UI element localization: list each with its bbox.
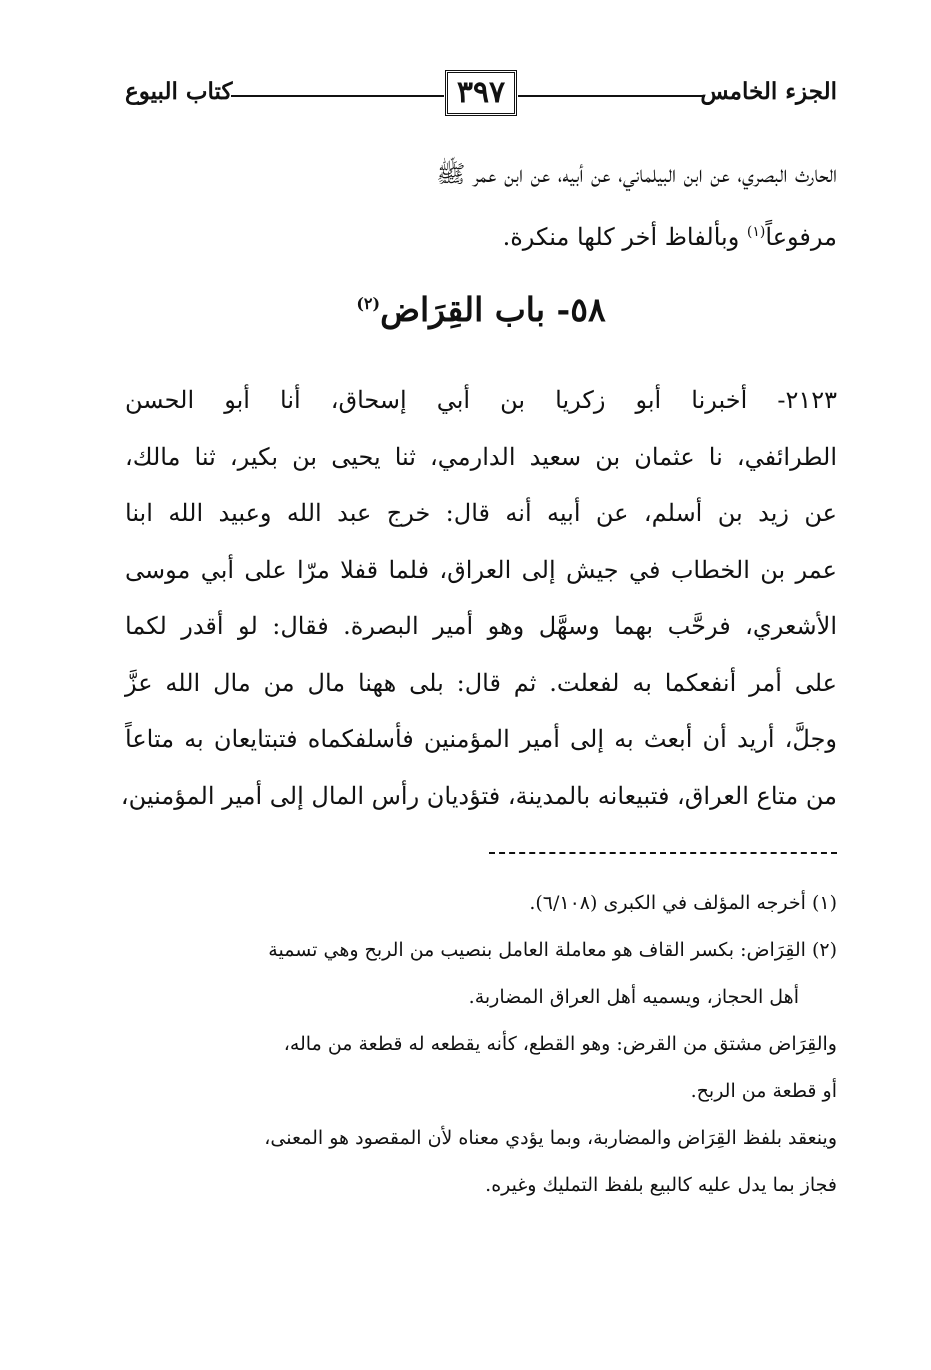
intro-line [125, 203, 837, 266]
footnote-line: (١) أخرجه المؤلف في الكبرى (٦/١٠٨). [529, 892, 837, 914]
text-line: عمر بن الخطاب في جيش إلى العراق، فلما قفلا مرّا على أبي موسى [125, 555, 837, 584]
footnote-line: وينعقد بلفظ القِرَاض والمضاربة، وبما يؤدي معناه لأن المقصود هو المعنى، [264, 1127, 837, 1149]
header-rule-right [518, 95, 705, 97]
hadith-text [120, 372, 838, 824]
text-line: عن زيد بن أسلم، عن أبيه أنه قال: خرج عبد الله وعبيد الله ابنا [125, 499, 837, 527]
text-line: من متاع العراق، فتبيعانه بالمدينة، فتؤديان رأس المال إلى أمير المؤمنين، [120, 781, 837, 810]
text-line: الأشعري، فرحَّب بهما وسهَّل وهو أمير البصرة. فقال: لو أقدر لكما [125, 612, 837, 640]
footnote-line: فجاز بما يدل عليه كالبيع بلفظ التمليك وغيره. [485, 1174, 837, 1196]
text-line: وجلَّ، أريد أن أبعث به إلى أمير المؤمنين فأسلفكماه فتبتايعان به متاعاً [125, 725, 838, 753]
footnote-line: (٢) القِرَاض: بكسر القاف هو معاملة العامل بنصيب من الربح وهي تسمية [268, 939, 837, 961]
volume-title: الجزء الخامس [700, 78, 837, 105]
footnote-line: والقِرَاض مشتق من القرض: وهو القطع، كأنه يقطعه له قطعة من ماله، [283, 1033, 837, 1055]
footnote-divider [489, 852, 837, 854]
text-line: على أمر أنفعكما به لفعلت. ثم قال: بلى ههنا مال من مال الله عزَّ [125, 668, 837, 697]
footnote-line: أهل الحجاز، ويسميه أهل العراق المضاربة. [468, 986, 799, 1008]
running-header [125, 70, 837, 128]
chapter-heading [125, 290, 837, 329]
footnote-ref: (١) [746, 224, 766, 240]
page-number: ٣٩٧ [445, 70, 517, 116]
footnote-ref: (٢) [356, 294, 381, 313]
intro-paragraph [125, 145, 837, 266]
text-line: ٢١٢٣- أخبرنا أبو زكريا بن أبي إسحاق، أنا أبو الحسن [125, 386, 837, 414]
footnote-2 [125, 927, 837, 1209]
footnote-1 [125, 880, 837, 927]
text-line: الطرائفي، نا عثمان بن سعيد الدارمي، ثنا يحيى بن بكير، ثنا مالك، [125, 442, 837, 471]
header-rule-left [231, 95, 444, 97]
book-title: كتاب البيوع [125, 78, 233, 105]
intro-text: مرفوعاً [765, 223, 837, 251]
chapter-title: ٥٨- باب القِرَاض [380, 290, 606, 329]
intro-text: وبألفاظ أخر كلها منكرة. [502, 223, 747, 251]
footnote-line: أو قطعة من الربح. [690, 1080, 837, 1102]
footnotes [125, 880, 837, 1209]
intro-line: الحارث البصري، عن ابن البيلماني، عن أبيه، عن ابن عمر ﷺ [436, 160, 837, 188]
